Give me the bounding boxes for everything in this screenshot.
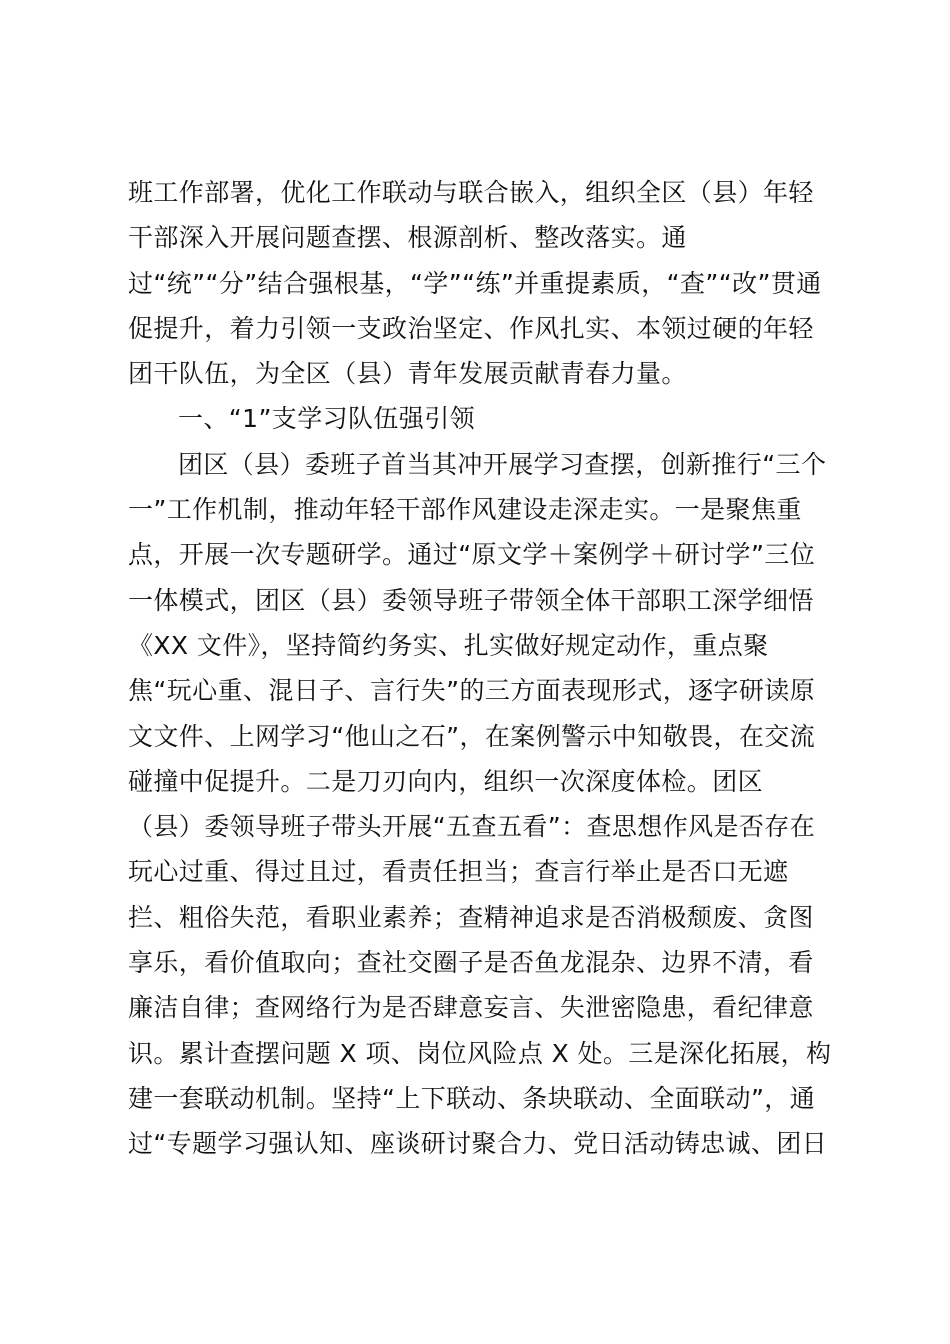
text-line: 拦、粗俗失范，看职业素养；查精神追求是否消极颓废、贪图 [128, 902, 814, 932]
text-line: 文文件、上网学习“他山之石”，在案例警示中知敬畏，在交流 [128, 721, 816, 751]
text-line: （县）委领导班子带头开展“五查五看”：查思想作风是否存在 [128, 812, 816, 842]
text-line: 焦“玩心重、混日子、言行失”的三方面表现形式，逐字研读原 [128, 676, 816, 706]
section-heading: 一、“1”支学习队伍强引领 [178, 404, 476, 434]
document-body [128, 170, 833, 1167]
text-line: 过“统”“分”结合强根基，“学”“练”并重提素质，“查”“改”贯通 [128, 268, 822, 298]
text-line: 一”工作机制，推动年轻干部作风建设走深走实。一是聚焦重 [128, 495, 802, 525]
text-line: 建一套联动机制。坚持“上下联动、条块联动、全面联动”，通 [128, 1083, 816, 1113]
text-line: 促提升，着力引领一支政治坚定、作风扎实、本领过硬的年轻 [128, 313, 814, 343]
text-line: 一体模式，团区（县）委领导班子带领全体干部职工深学细悟 [128, 585, 814, 615]
text-line: 碰撞中促提升。二是刀刃向内，组织一次深度体检。团区 [128, 766, 764, 796]
text-line: 享乐，看价值取向；查社交圈子是否鱼龙混杂、边界不清，看 [128, 948, 814, 978]
text-line: 班工作部署，优化工作联动与联合嵌入，组织全区（县）年轻 [128, 178, 814, 207]
text-line: 团干队伍，为全区（县）青年发展贡献青春力量。 [128, 359, 687, 389]
text-line: 廉洁自律；查网络行为是否肆意妄言、失泄密隐患，看纪律意 [128, 993, 814, 1023]
text-line: 干部深入开展问题查摆、根源剖析、整改落实。通 [128, 223, 687, 253]
paragraph-first-line: 团区（县）委班子首当其冲开展学习查摆，创新推行“三个 [178, 449, 827, 479]
text-line: 点，开展一次专题研学。通过“原文学＋案例学＋研讨学”三位 [128, 540, 816, 570]
text-line: 识。累计查摆问题 X 项、岗位风险点 X 处。三是深化拓展，构 [128, 1038, 832, 1068]
text-line: 过“专题学习强认知、座谈研讨聚合力、党日活动铸忠诚、团日 [128, 1129, 828, 1159]
text-line: 《XX 文件》，坚持简约务实、扎实做好规定动作，重点聚 [128, 630, 769, 660]
text-line: 玩心过重、得过且过，看责任担当；查言行举止是否口无遮 [128, 857, 789, 887]
